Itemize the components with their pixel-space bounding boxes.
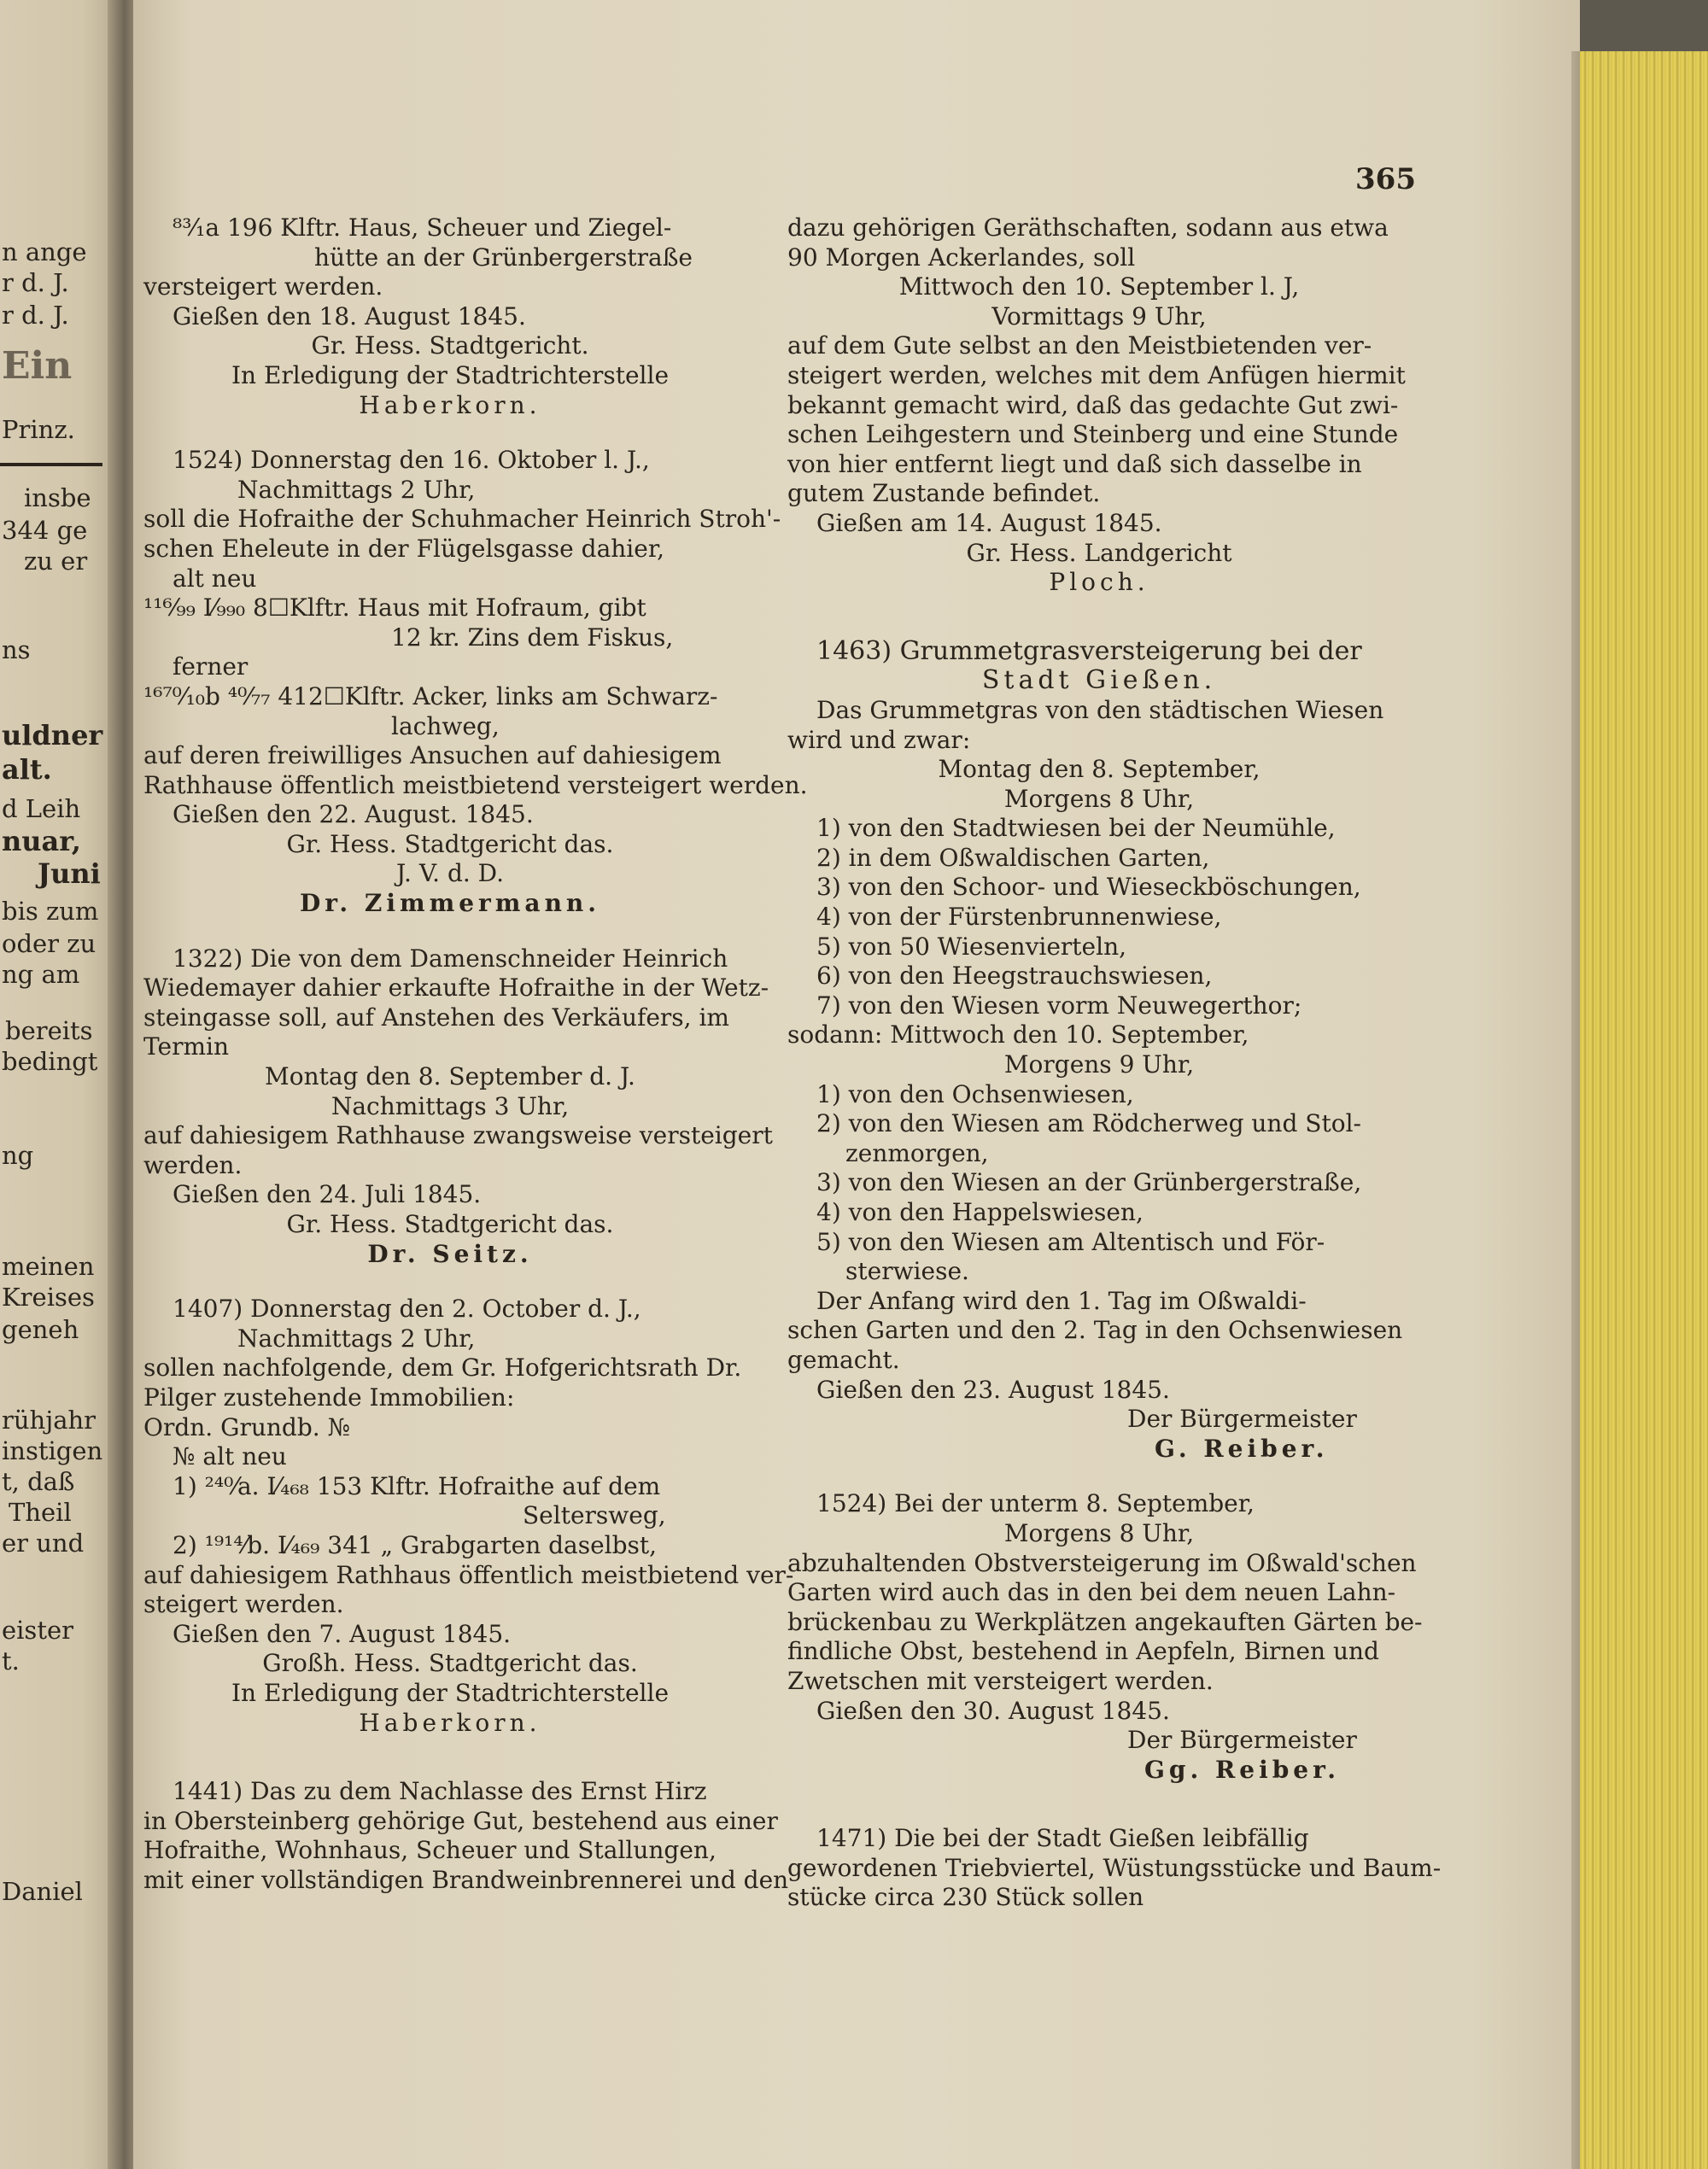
text-line: steigert werden. — [143, 1590, 344, 1619]
dateline: Gießen den 30. August 1845. — [816, 1696, 1170, 1725]
text-line: wird und zwar: — [787, 725, 971, 754]
notice-heading: 1441) Das zu dem Nachlasse des Ernst Hirz — [173, 1777, 707, 1806]
left-fragment: zu er — [24, 547, 88, 576]
text-line: Zwetschen mit versteigert werden. — [787, 1666, 1214, 1695]
text-line: findliche Obst, bestehend in Aepfeln, Birnen und — [787, 1637, 1379, 1666]
text-line: schen Leihgestern und Steinberg und eine Stunde — [787, 420, 1399, 449]
list-item: 1) von den Stadtwiesen bei der Neumühle, — [816, 814, 1336, 843]
text-line: steigert werden, welches mit dem Anfügen hiermit — [787, 360, 1406, 389]
notice-heading: 1524) Bei der unterm 8. September, — [816, 1489, 1255, 1518]
authority-line: Der Bürgermeister — [1127, 1726, 1357, 1755]
list-item: 2) von den Wiesen am Rödcherweg und Stol- — [816, 1109, 1361, 1138]
left-fragment: alt. — [2, 753, 52, 786]
table-row: Seltersweg, — [523, 1501, 666, 1530]
text-line: Der Anfang wird den 1. Tag im Oßwaldi- — [816, 1286, 1307, 1315]
text-line: Nachmittags 2 Uhr, — [237, 475, 476, 504]
list-item: 5) von 50 Wiesenvierteln, — [816, 932, 1127, 961]
left-fragment: rühjahr — [2, 1406, 97, 1435]
left-fragment: oder zu — [2, 929, 97, 958]
authority-line: Gr. Hess. Stadtgericht. — [311, 331, 589, 360]
notice-heading: 1471) Die bei der Stadt Gießen leibfällig — [816, 1824, 1309, 1853]
table-row: 12 kr. Zins dem Fiskus, — [391, 623, 674, 652]
dateline: Gießen den 22. August. 1845. — [173, 800, 534, 829]
left-fragment: d Leih — [2, 794, 81, 823]
signature: Ploch. — [1049, 568, 1149, 597]
table-header: № alt neu — [173, 1442, 287, 1471]
page-block-edge — [1580, 51, 1708, 2169]
notice-heading: Stadt Gießen. — [981, 665, 1217, 696]
left-fragment: n ange — [2, 237, 87, 266]
text-line: Termin — [143, 1032, 229, 1061]
left-fragment: meinen — [2, 1252, 95, 1281]
text-line: Nachmittags 2 Uhr, — [237, 1324, 476, 1353]
table-row: lachweg, — [391, 711, 500, 740]
authority-line: In Erledigung der Stadtrichterstelle — [231, 1678, 670, 1707]
table-row: 2) ¹⁹¹⁴⁄b. I⁄₄₆₉ 341 „ Grabgarten daselbst, — [173, 1530, 658, 1559]
time-line: Morgens 8 Uhr, — [1003, 1518, 1195, 1547]
background-corner — [1580, 0, 1708, 53]
date-line: Mittwoch den 10. September l. J, — [898, 272, 1300, 301]
date-line: Montag den 8. September, — [938, 755, 1261, 784]
table-header: alt neu — [173, 564, 257, 593]
text-line: gewordenen Triebviertel, Wüstungsstücke und Baum- — [787, 1853, 1442, 1882]
left-fragment: Juni — [38, 857, 101, 890]
list-item: 1) von den Ochsenwiesen, — [816, 1079, 1134, 1108]
text-line: auf deren freiwilliges Ansuchen auf dahiesigem — [143, 741, 722, 770]
text-line: gutem Zustande befindet. — [787, 479, 1101, 508]
text-line: Rathhause öffentlich meistbietend versteigert werden. — [143, 770, 808, 799]
text-line: 90 Morgen Ackerlandes, soll — [787, 243, 1136, 272]
dateline: Gießen den 7. August 1845. — [173, 1619, 512, 1648]
left-fragment: eister — [2, 1616, 73, 1645]
left-fragment: ns — [2, 635, 31, 664]
column-left — [143, 213, 808, 1895]
time-line: Morgens 8 Uhr, — [1003, 784, 1195, 813]
left-fragment: ng am — [2, 960, 80, 989]
text-line: Pilger zustehende Immobilien: — [143, 1383, 515, 1412]
list-item: 4) von den Happelswiesen, — [816, 1198, 1144, 1226]
table-row: 1) ²⁴⁰⁄a. I⁄₄₆₈ 153 Klftr. Hofraithe auf dem — [173, 1471, 661, 1500]
left-fragment: nuar, — [2, 825, 81, 857]
left-fragment: Theil — [9, 1498, 72, 1527]
left-fragment: geneh — [2, 1315, 79, 1344]
signature: Dr. Seitz. — [367, 1239, 533, 1268]
left-fragment: bedingt — [2, 1047, 98, 1076]
notice-heading: 1322) Die von dem Damenschneider Heinrich — [173, 944, 728, 973]
authority-line: Gr. Hess. Landgericht — [966, 538, 1232, 567]
text-line: Garten wird auch das in den bei dem neuen Lahn- — [787, 1578, 1396, 1607]
text-line: steingasse soll, auf Anstehen des Verkäufers, im — [143, 1003, 729, 1032]
authority-line: Gr. Hess. Stadtgericht das. — [286, 1210, 614, 1238]
text-line: schen Eheleute in der Flügelsgasse dahier, — [143, 534, 665, 563]
text-line: auf dahiesigem Rathhaus öffentlich meistbietend ver- — [143, 1560, 794, 1589]
left-fragment: Ein — [2, 344, 73, 388]
date-line: sodann: Mittwoch den 10. September, — [787, 1020, 1249, 1049]
signature: Haberkorn. — [359, 390, 541, 419]
left-fragment: Kreises — [2, 1283, 95, 1312]
list-item: 3) von den Wiesen an der Grünbergerstraße, — [816, 1168, 1362, 1197]
text-line: Wiedemayer dahier erkaufte Hofraithe in der Wetz- — [143, 973, 769, 1003]
dateline: Gießen am 14. August 1845. — [816, 508, 1162, 537]
left-fragment: Prinz. — [2, 415, 75, 444]
notice-heading: 1463) Grummetgrasversteigerung bei der — [816, 635, 1362, 666]
text-line: ferner — [173, 652, 249, 681]
left-fragment: 344 ge — [2, 516, 88, 545]
text-line: dazu gehörigen Geräthschaften, sodann aus etwa — [787, 213, 1389, 242]
text-line: auf dahiesigem Rathhause zwangsweise versteigert — [143, 1121, 773, 1150]
left-fragment: bereits — [5, 1016, 93, 1045]
list-item: 7) von den Wiesen vorm Neuwegerthor; — [816, 991, 1302, 1020]
table-header: Ordn. Grundb. № — [143, 1412, 351, 1441]
list-item: 6) von den Heegstrauchswiesen, — [816, 962, 1213, 991]
left-fragment: Daniel — [2, 1877, 83, 1906]
left-fragment: bis zum — [2, 897, 99, 926]
text-line: in Obersteinberg gehörige Gut, bestehend aus einer — [143, 1806, 778, 1835]
text-line: hütte an der Grünbergerstraße — [314, 243, 693, 272]
left-fragment: t, daß — [2, 1467, 75, 1496]
time-line: Nachmittags 3 Uhr, — [330, 1091, 570, 1120]
signature: G. Reiber. — [1155, 1434, 1329, 1463]
text-line: stücke circa 230 Stück sollen — [787, 1883, 1144, 1912]
table-row: ¹¹⁶⁄₉₉ I⁄₉₉₀ 8☐Klftr. Haus mit Hofraum, gibt — [143, 593, 646, 623]
text-line: mit einer vollständigen Brandweinbrennerei und den — [143, 1865, 789, 1894]
list-item: zenmorgen, — [845, 1138, 989, 1167]
text-line: Hofraithe, Wohnhaus, Scheuer und Stallungen, — [143, 1836, 717, 1865]
text-line: von hier entfernt liegt und daß sich dasselbe in — [787, 449, 1362, 478]
dateline: Gießen den 23. August 1845. — [816, 1375, 1170, 1404]
list-item: 5) von den Wiesen am Altentisch und För- — [816, 1227, 1325, 1256]
signature: Dr. Zimmermann. — [299, 889, 601, 918]
text-line: brückenbau zu Werkplätzen angekauften Gärten be- — [787, 1607, 1423, 1636]
list-item: 2) in dem Oßwaldischen Garten, — [816, 843, 1210, 872]
text-line: schen Garten und den 2. Tag in den Ochsenwiesen — [787, 1316, 1403, 1345]
text-line: auf dem Gute selbst an den Meistbietenden ver- — [787, 331, 1372, 360]
text-line: versteigert werden. — [143, 272, 383, 301]
list-item: 4) von der Fürstenbrunnenwiese, — [816, 903, 1222, 932]
notice-heading: 1524) Donnerstag den 16. Oktober l. J., — [173, 446, 650, 475]
time-line: Vormittags 9 Uhr, — [991, 301, 1207, 330]
left-fragment: instigen — [2, 1436, 103, 1465]
left-page-rule — [0, 463, 102, 466]
text-line: abzuhaltenden Obstversteigerung im Oßwald'schen — [787, 1548, 1417, 1577]
dateline: Gießen den 24. Juli 1845. — [173, 1180, 482, 1209]
notice-heading: 1407) Donnerstag den 2. October d. J., — [173, 1295, 641, 1324]
date-line: Montag den 8. September d. J. — [265, 1062, 635, 1091]
column-right — [787, 213, 1442, 1913]
text-line: bekannt gemacht wird, daß das gedachte Gut zwi- — [787, 390, 1399, 419]
left-fragment: ng — [2, 1141, 34, 1170]
authority-line: Gr. Hess. Stadtgericht das. — [286, 829, 614, 858]
left-fragment: t. — [2, 1646, 20, 1675]
table-row: ¹⁶⁷⁰⁄₁₀b ⁴⁰⁄₇₇ 412☐Klftr. Acker, links am Schwarz- — [143, 681, 718, 710]
list-item: 3) von den Schoor- und Wieseckböschungen, — [816, 873, 1361, 902]
text-line: Das Grummetgras von den städtischen Wiesen — [816, 695, 1384, 724]
text-line: gemacht. — [787, 1345, 900, 1374]
text-line: ⁸³⁄₁a 196 Klftr. Haus, Scheuer und Ziegel- — [173, 213, 672, 242]
left-fragment: r d. J. — [2, 301, 69, 330]
text-line: werden. — [143, 1150, 243, 1179]
list-item: sterwiese. — [845, 1257, 969, 1286]
left-fragment: insbe — [24, 483, 91, 512]
text-line: sollen nachfolgende, dem Gr. Hofgerichtsrath Dr. — [143, 1353, 742, 1383]
authority-line: Großh. Hess. Stadtgericht das. — [262, 1649, 638, 1678]
text-line: soll die Hofraithe der Schuhmacher Heinrich Stroh'- — [143, 505, 781, 534]
authority-line: In Erledigung der Stadtrichterstelle — [231, 360, 670, 389]
authority-line: J. V. d. D. — [395, 859, 505, 888]
authority-line: Der Bürgermeister — [1127, 1405, 1357, 1434]
left-fragment: r d. J. — [2, 268, 69, 297]
dateline: Gießen den 18. August 1845. — [173, 301, 526, 330]
time-line: Morgens 9 Uhr, — [1003, 1050, 1195, 1079]
signature: Haberkorn. — [359, 1708, 541, 1737]
left-fragment: er und — [2, 1529, 85, 1558]
signature: Gg. Reiber. — [1144, 1755, 1341, 1784]
page-number: 365 — [1355, 162, 1416, 196]
left-fragment: uldner — [2, 719, 103, 751]
